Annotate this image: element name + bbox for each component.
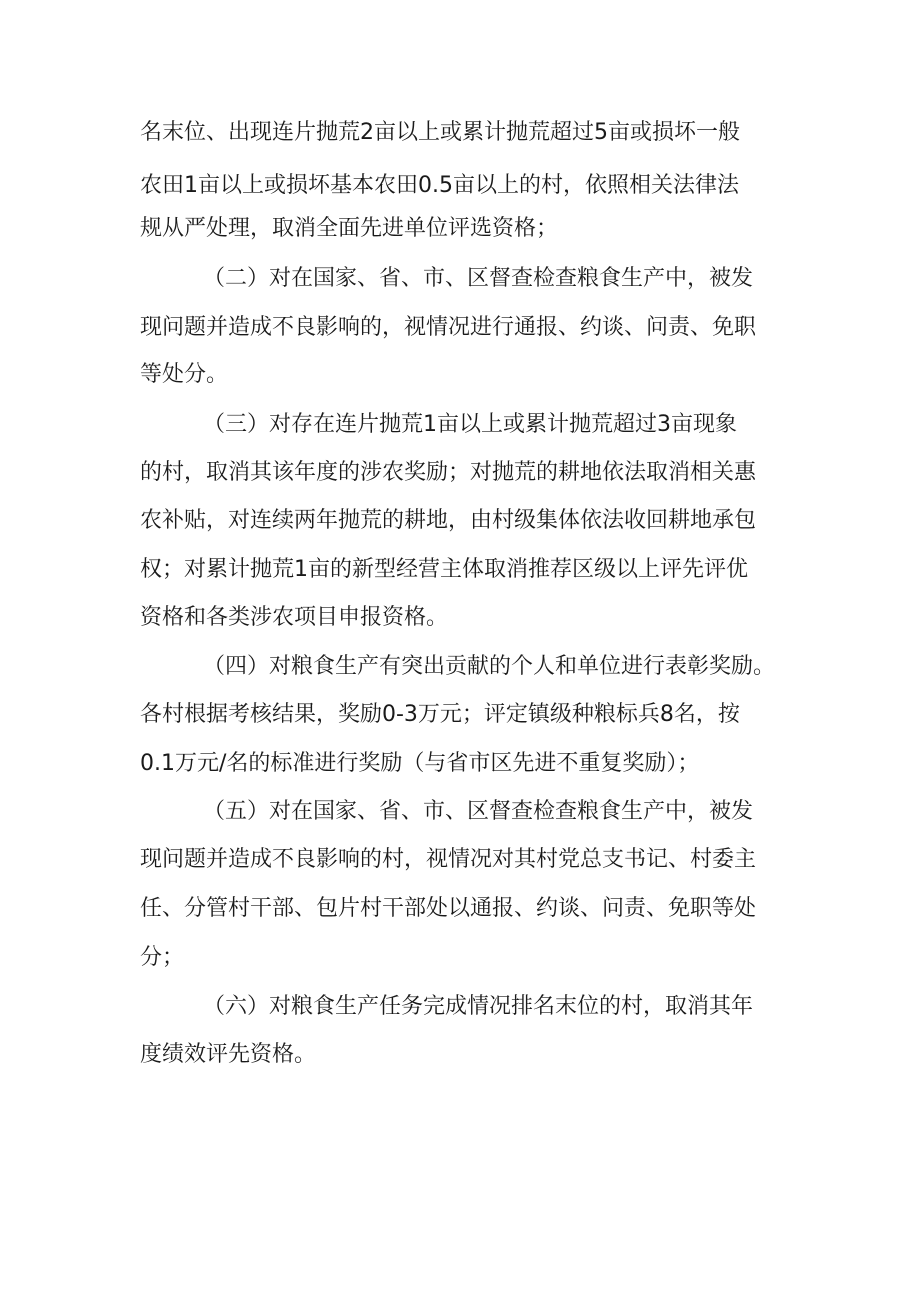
paragraph-4-start: （四）对粮食生产有突出贡献的个人和单位进行表彰奖励。 <box>203 654 776 679</box>
text-line: 规从严处理，取消全面先进单位评选资格； <box>140 216 559 241</box>
text-line: 度绩效评先资格。 <box>140 1042 317 1067</box>
text-line: 资格和各类涉农项目申报资格。 <box>140 605 449 630</box>
text-line: 等处分。 <box>140 362 229 387</box>
text-line: 农田1亩以上或损坏基本农田0.5亩以上的村，依照相关法律法 <box>140 173 739 198</box>
text-line: 现问题并造成不良影响的，视情况进行通报、约谈、问责、免职 <box>140 315 757 340</box>
paragraph-6-start: （六）对粮食生产任务完成情况排名末位的村，取消其年 <box>203 994 754 1019</box>
text-line: 现问题并造成不良影响的村，视情况对其村党总支书记、村委主 <box>140 847 757 872</box>
text-line: 名末位、出现连片抛荒2亩以上或累计抛荒超过5亩或损坏一般 <box>140 120 740 145</box>
text-line: 任、分管村干部、包片村干部处以通报、约谈、问责、免职等处 <box>140 896 757 921</box>
text-line: 的村，取消其该年度的涉农奖励；对抛荒的耕地依法取消相关惠 <box>140 460 757 485</box>
text-line: 各村根据考核结果，奖励0-3万元；评定镇级种粮标兵8名，按 <box>140 702 740 727</box>
text-line: 分； <box>140 945 185 970</box>
paragraph-2-start: （二）对在国家、省、市、区督查检查粮食生产中，被发 <box>203 266 754 291</box>
paragraph-3-start: （三）对存在连片抛荒1亩以上或累计抛荒超过3亩现象 <box>203 412 737 437</box>
text-line: 权；对累计抛荒1亩的新型经营主体取消推荐区级以上评先评优 <box>140 557 748 582</box>
text-line: 0.1万元/名的标准进行奖励（与省市区先进不重复奖励）； <box>140 751 700 776</box>
text-line: 农补贴，对连续两年抛荒的耕地，由村级集体依法收回耕地承包 <box>140 508 757 533</box>
paragraph-5-start: （五）对在国家、省、市、区督查检查粮食生产中，被发 <box>203 799 754 824</box>
